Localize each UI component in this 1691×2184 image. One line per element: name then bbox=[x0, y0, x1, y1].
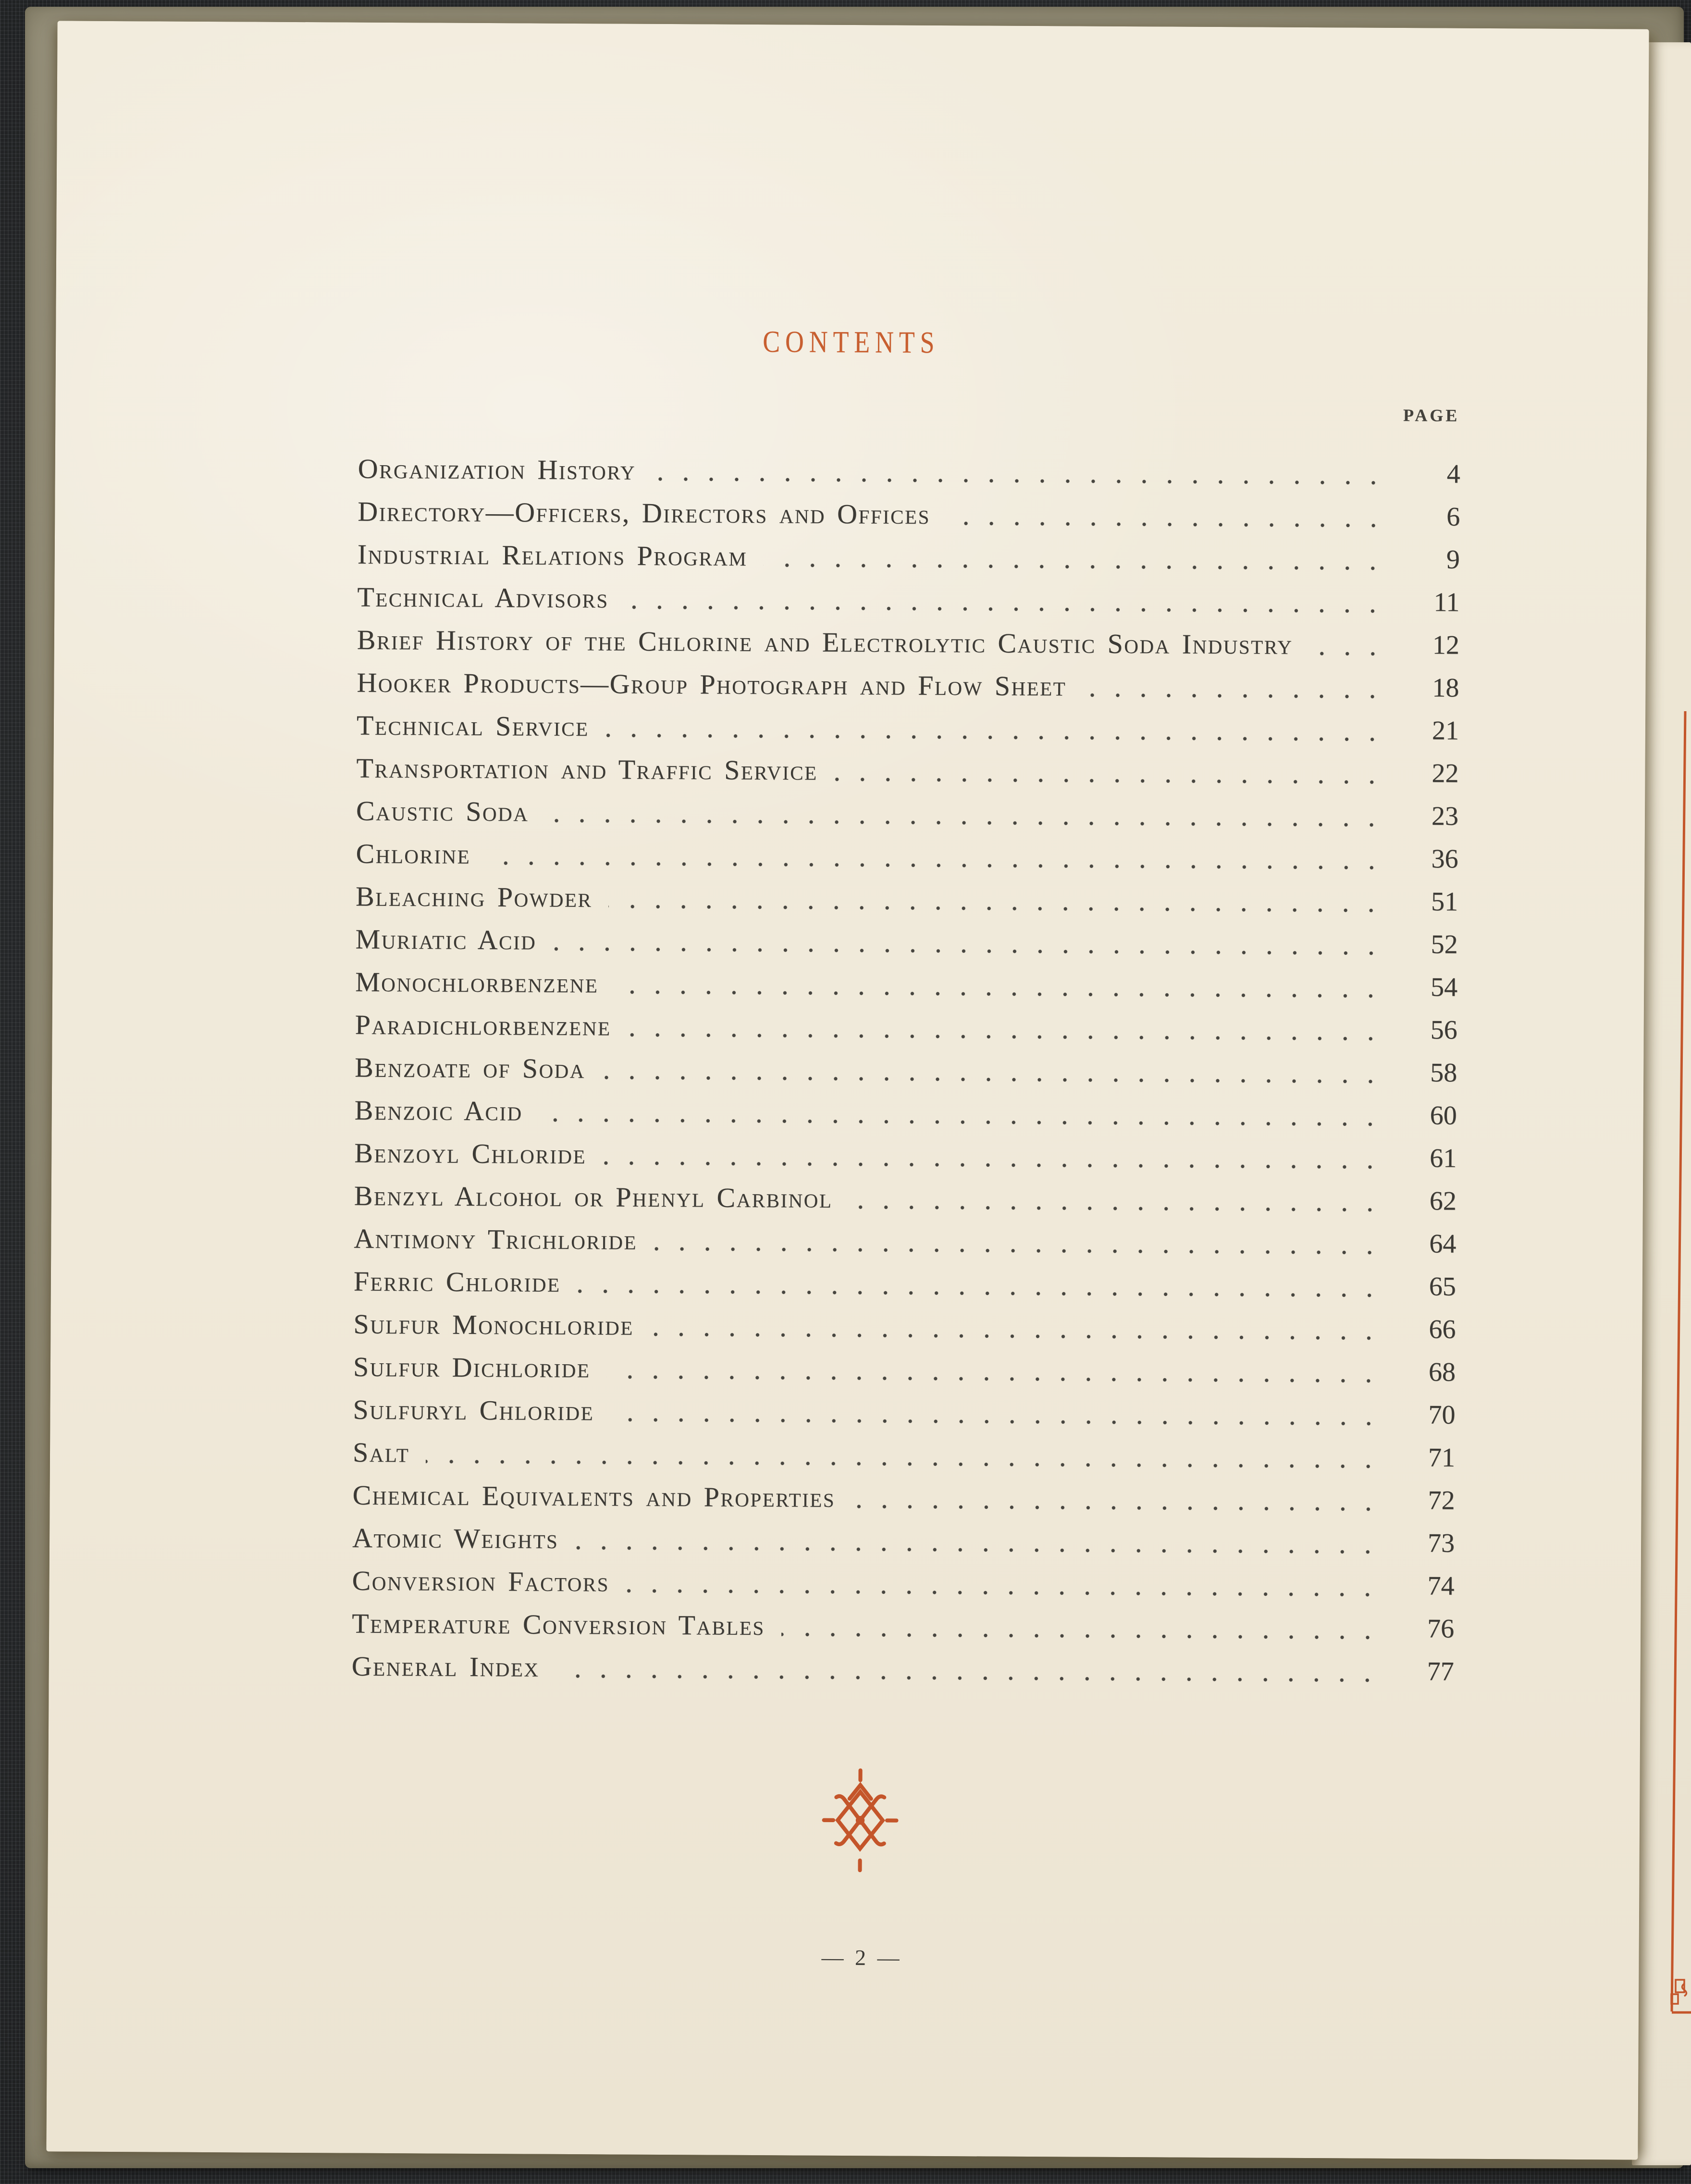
toc-entry-page-number: 61 bbox=[1430, 1143, 1457, 1173]
toc-entry-page-number: 76 bbox=[1427, 1614, 1455, 1644]
toc-entry-title: Benzoic Acid bbox=[354, 1094, 523, 1127]
toc-entry bbox=[358, 490, 1460, 539]
toc-entry-title: Technical Advisors bbox=[357, 581, 609, 614]
toc-entry-page-number: 12 bbox=[1432, 630, 1460, 660]
toc-entry-title: Industrial Relations Program bbox=[357, 538, 748, 572]
toc-entry-title: Atomic Weights bbox=[352, 1522, 559, 1555]
toc-entry-title: Organization History bbox=[358, 453, 636, 486]
toc-entry bbox=[353, 1431, 1455, 1480]
toc-entry bbox=[357, 704, 1459, 753]
toc-entry-page-number: 73 bbox=[1427, 1528, 1455, 1558]
contents-page bbox=[46, 21, 1649, 2159]
dot-leader bbox=[834, 777, 1384, 785]
toc-entry-page-number: 62 bbox=[1429, 1186, 1456, 1216]
toc-entry-page-number: 58 bbox=[1430, 1058, 1457, 1088]
toc-entry-page-number: 52 bbox=[1431, 929, 1458, 960]
dot-leader bbox=[849, 1204, 1382, 1213]
toc-entry-page-number: 56 bbox=[1430, 1015, 1457, 1045]
dot-leader bbox=[605, 732, 1385, 742]
dot-leader bbox=[1083, 692, 1385, 700]
toc-entry bbox=[356, 747, 1458, 795]
toc-entry-page-number: 21 bbox=[1432, 716, 1459, 746]
dot-leader bbox=[575, 1545, 1381, 1555]
dot-leader bbox=[626, 1588, 1381, 1598]
toc-entry-title: General Index bbox=[351, 1650, 540, 1683]
toc-entry-title: Brief History of the Chlorine and Electrolytic Caustic Soda Industry bbox=[357, 624, 1293, 660]
toc-entry-title: Hooker Products—Group Photograph and Flow Sheet bbox=[357, 666, 1067, 702]
toc-entry bbox=[354, 1217, 1456, 1266]
toc-entry bbox=[355, 1046, 1457, 1095]
diamond-flourish-ornament-icon bbox=[817, 1768, 902, 1873]
toc-entry-page-number: 70 bbox=[1428, 1400, 1456, 1430]
toc-entry-page-number: 64 bbox=[1429, 1229, 1456, 1259]
toc-entry-title: Benzoate of Soda bbox=[355, 1051, 586, 1085]
toc-entry-page-number: 23 bbox=[1431, 801, 1459, 831]
dot-leader bbox=[577, 1288, 1382, 1298]
toc-entry-title: Sulfur Dichloride bbox=[353, 1351, 591, 1384]
page-title: CONTENTS bbox=[763, 324, 940, 359]
toc-entry bbox=[355, 918, 1457, 966]
dot-leader bbox=[545, 818, 1384, 828]
toc-entry bbox=[356, 832, 1458, 881]
dot-leader bbox=[625, 605, 1386, 614]
dot-leader bbox=[555, 1673, 1380, 1683]
toc-entry-page-number: 60 bbox=[1430, 1100, 1457, 1131]
toc-entry-title: Sulfuryl Chloride bbox=[353, 1394, 594, 1427]
dot-leader bbox=[654, 1246, 1382, 1256]
toc-entry-title: Technical Service bbox=[356, 709, 589, 742]
toc-entry bbox=[354, 1174, 1456, 1223]
toc-entry-title: Ferric Chloride bbox=[353, 1265, 561, 1298]
toc-entry-page-number: 36 bbox=[1431, 844, 1458, 874]
dot-leader bbox=[606, 1374, 1382, 1383]
toc-entry-title: Salt bbox=[352, 1436, 410, 1468]
toc-entry bbox=[352, 1602, 1454, 1651]
dot-leader bbox=[650, 1332, 1382, 1341]
toc-entry-title: Directory—Officers, Directors and Offices bbox=[358, 495, 931, 530]
toc-entry-title: Bleaching Powder bbox=[355, 880, 592, 913]
page-column-label: PAGE bbox=[1403, 406, 1460, 425]
toc-entry-page-number: 65 bbox=[1429, 1271, 1456, 1302]
toc-entry bbox=[356, 790, 1458, 838]
toc-entry bbox=[352, 1559, 1454, 1608]
dot-leader bbox=[603, 1160, 1382, 1170]
toc-entry bbox=[354, 1132, 1456, 1180]
toc-entry bbox=[354, 1260, 1456, 1308]
toc-entry-title: Sulfur Monochloride bbox=[353, 1308, 634, 1341]
toc-entry bbox=[356, 875, 1458, 924]
toc-entry-title: Temperature Conversion Tables bbox=[352, 1607, 765, 1641]
dot-leader bbox=[487, 860, 1384, 871]
toc-entry-title: Antimony Trichloride bbox=[354, 1222, 638, 1256]
toc-entry-page-number: 74 bbox=[1427, 1571, 1455, 1601]
toc-entry-page-number: 9 bbox=[1446, 544, 1460, 575]
dot-leader bbox=[426, 1458, 1381, 1469]
toc-entry-page-number: 11 bbox=[1433, 587, 1460, 617]
toc-entry bbox=[358, 533, 1460, 581]
toc-entry-page-number: 71 bbox=[1428, 1443, 1456, 1473]
toc-entry-title: Transportation and Traffic Service bbox=[356, 752, 818, 786]
toc-entry-title: Conversion Factors bbox=[352, 1565, 610, 1598]
toc-entry bbox=[358, 447, 1460, 496]
dot-leader bbox=[947, 520, 1386, 529]
dot-leader bbox=[652, 476, 1386, 486]
toc-entry bbox=[357, 661, 1459, 710]
dot-leader bbox=[610, 1417, 1381, 1426]
toc-entry bbox=[355, 961, 1457, 1009]
dot-leader bbox=[553, 946, 1383, 956]
toc-entry-title: Muriatic Acid bbox=[355, 923, 537, 956]
toc-entry bbox=[351, 1645, 1454, 1693]
toc-entry bbox=[353, 1303, 1456, 1351]
toc-entry bbox=[357, 576, 1459, 624]
dot-leader bbox=[539, 1117, 1382, 1127]
toc-entry-title: Caustic Soda bbox=[356, 795, 529, 827]
dot-leader bbox=[627, 1032, 1383, 1042]
dot-leader bbox=[781, 1631, 1380, 1641]
toc-entry-title: Chemical Equivalents and Properties bbox=[352, 1479, 836, 1513]
dot-leader bbox=[852, 1504, 1381, 1512]
toc-entry-title: Chlorine bbox=[356, 838, 471, 870]
toc-entry-page-number: 22 bbox=[1432, 758, 1459, 789]
dot-leader bbox=[608, 903, 1384, 913]
toc-entry bbox=[355, 1089, 1457, 1137]
toc-entry-page-number: 72 bbox=[1428, 1485, 1455, 1516]
toc-entry-page-number: 77 bbox=[1427, 1656, 1454, 1687]
dot-leader bbox=[1309, 651, 1385, 657]
dot-leader bbox=[602, 1074, 1383, 1085]
toc-entry-title: Monochlorbenzene bbox=[355, 966, 599, 999]
toc-entry-page-number: 54 bbox=[1430, 972, 1458, 1002]
toc-entry-page-number: 18 bbox=[1432, 673, 1459, 703]
dot-leader bbox=[764, 562, 1386, 571]
toc-entry bbox=[352, 1517, 1455, 1565]
toc-entry bbox=[353, 1345, 1456, 1394]
toc-entry-page-number: 4 bbox=[1446, 459, 1460, 489]
toc-entry bbox=[355, 1003, 1457, 1052]
toc-entry-page-number: 66 bbox=[1429, 1314, 1456, 1345]
toc-entry-title: Benzyl Alcohol or Phenyl Carbinol bbox=[354, 1180, 833, 1214]
toc-entry-page-number: 6 bbox=[1446, 502, 1460, 532]
page-folio: — 2 — bbox=[821, 1945, 902, 1970]
toc-entry bbox=[353, 1388, 1455, 1437]
toc-entry-page-number: 51 bbox=[1431, 887, 1458, 917]
toc-entry bbox=[352, 1474, 1455, 1522]
dot-leader bbox=[615, 989, 1383, 999]
toc-list bbox=[351, 447, 1460, 1693]
toc-entry-page-number: 68 bbox=[1428, 1357, 1456, 1387]
toc-entry-title: Paradichlorbenzene bbox=[355, 1009, 611, 1042]
toc-entry-title: Benzoyl Chloride bbox=[354, 1137, 587, 1170]
toc-entry bbox=[357, 618, 1459, 667]
